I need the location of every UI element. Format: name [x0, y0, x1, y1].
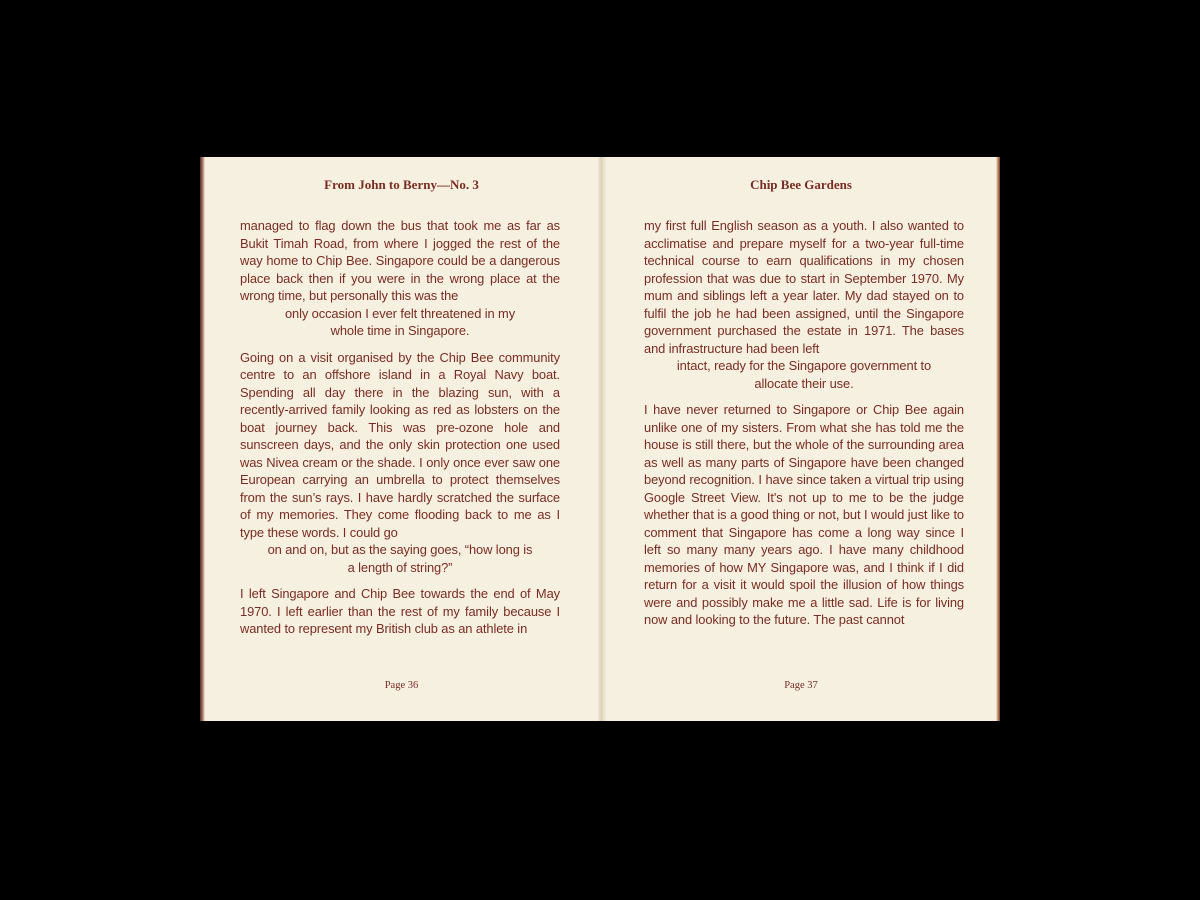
left-text-column: [240, 217, 560, 647]
paragraph-body: my first full English season as a youth. I also wanted to acclimatise and prepare myself for a two-year full-time technical course to earn qualifications in my chosen profession that was due to start in September 1970. My mum and siblings left a year later. My dad stayed on to fulfil the job he had been assigned, until the Singapore government purchased the estate in 1971. The bases and infrastructure had been left: [644, 218, 964, 356]
paragraph-tail-line: whole time in Singapore.: [330, 323, 470, 338]
right-text-column: [644, 217, 964, 638]
book-edge-right: [996, 157, 1000, 721]
left-paragraph-3: [240, 585, 560, 638]
right-page-number: Page 37: [784, 680, 818, 691]
book-spread: [200, 157, 1000, 721]
left-page: [205, 157, 598, 721]
left-running-head: From John to Berny—No. 3: [324, 177, 479, 192]
paragraph-tail-line: only occasion I ever felt threatened in my: [284, 305, 516, 321]
left-page-number: Page 36: [384, 680, 419, 691]
paragraph-body: I left Singapore and Chip Bee towards the end of May 1970. I left earlier than the rest of my family because I wanted to represent my British club as an athlete in: [240, 586, 560, 636]
right-running-head: Chip Bee Gardens: [750, 177, 852, 192]
paragraph-body: Going on a visit organised by the Chip Bee community centre to an offshore island in a Royal Navy boat. Spending all day there in the blazing sun, with a recently-arrived family looking as red as lobsters on the boat journey back. This was pre-ozone hole and sunscreen days, and the only skin protection one used was Nivea cream or the shade. I only once ever saw one European carrying an umbrella to protect themselves from the sun’s rays. I have hardly scratched the surface of my memories. They come flooding back to me as I type these words. I could go: [240, 349, 560, 540]
left-paragraph-2: [240, 349, 560, 577]
paragraph-body: I have never returned to Singapore or Chip Bee again unlike one of my sisters. From what she has told me the house is still there, but the whole of the surrounding area as well as many parts of Singapore have been changed beyond recognition. I have since taken a virtual trip using Google Street View. It's not up to me to be the judge whether that is a good thing or not, but I would just like to comment that Singapore has come a long way since I left so many many years ago. I have many childhood memories of how MY Singapore was, and I think if I did return for a visit it would spoil the illusion of how things were and possibly make me a little sad. Life is for living now and looking to the future. The past cannot: [644, 402, 964, 627]
paragraph-tail-line: a length of string?”: [347, 559, 453, 575]
right-paragraph-1: [644, 217, 964, 392]
right-page: [606, 157, 996, 721]
paragraph-tail-line: intact, ready for the Singapore government to: [676, 358, 932, 373]
paragraph-tail-line: allocate their use.: [754, 375, 854, 391]
paragraph-body: managed to flag down the bus that took me as far as Bukit Timah Road, from where I jogged the rest of the way home to Chip Bee. Singapore could be a dangerous place back then if you were in the wrong place at the wrong time, but personally this was the: [240, 218, 560, 303]
book-gutter: [598, 157, 606, 721]
paragraph-tail-line: on and on, but as the saying goes, “how long is: [267, 542, 533, 557]
right-paragraph-2: [644, 401, 964, 629]
left-paragraph-1: [240, 217, 560, 340]
